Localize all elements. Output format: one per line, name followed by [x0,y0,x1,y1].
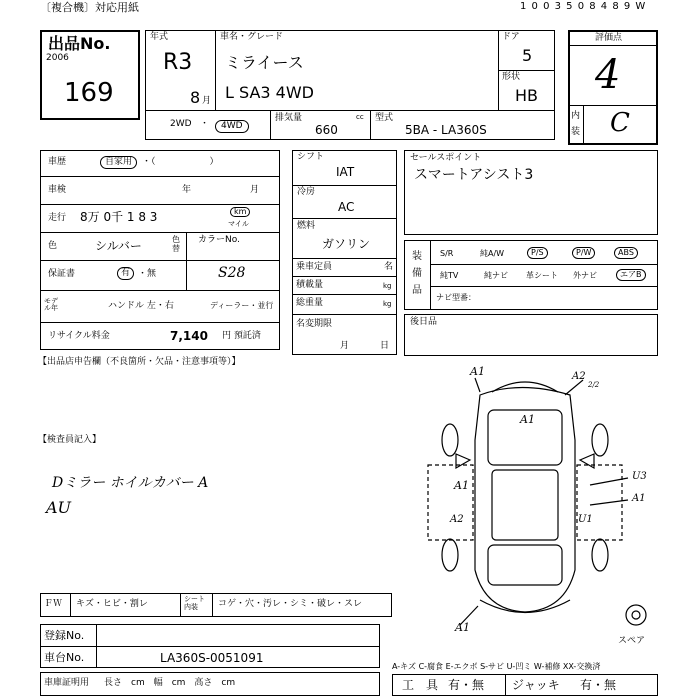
shift-label: シフト [297,152,325,162]
seat-label: シート内装 [184,595,205,611]
rename-day: 日 [380,341,390,351]
recycle-unit: 円 預託済 [222,331,261,341]
sales-point-label: セールスポイント [410,153,482,163]
damage-u1: U1 [578,514,593,525]
garage-dims: 長さ cm 幅 cm 高さ cm [104,678,236,688]
damage-a1-top: A1 [470,365,485,378]
shift-value: IAT [336,165,355,179]
vehicle-name: ミライース [225,53,304,72]
navi-model-label: ナビ型番： [436,293,476,302]
color-value: シルバー [95,239,142,253]
barcode-number: 1 0 0 3 5 0 8 4 8 9 W [520,1,647,12]
shape-value: HB [515,86,539,105]
jack-value: 有・無 [580,678,617,692]
mileage-unit-km: km [230,207,250,217]
seller-notes-label: 【出品店申告欄（不良箇所・欠品・注意事項等）】 [38,357,241,367]
rating-score: 4 [595,52,621,98]
equip-tv: 純TV [440,271,459,280]
jack-label: ジャッキ [512,678,560,692]
damage-a2-top: A2 [572,371,586,382]
displacement-label: 排気量 [275,113,303,123]
aircon-value: AC [338,200,355,214]
door-value: 5 [522,46,533,65]
month-value: 8 [190,88,201,107]
weight-unit: kg [383,300,392,308]
drive-4wd: 4WD [215,120,249,133]
history-label: 車歴 [48,157,67,167]
aircon-label: 冷房 [297,187,316,197]
equip-airbag: エアB [616,269,646,281]
equip-ext-navi: 外ナビ [573,271,597,280]
equip-navi: 純ナビ [484,271,508,280]
rename-label: 名変期限 [296,319,333,329]
capacity-label: 乗車定員 [296,262,333,272]
interior-grade: C [610,108,630,138]
recycle-label: リサイクル料金 [48,331,110,341]
registration-label: 登録No. [44,629,85,642]
interior-label-1: 内 [571,111,581,121]
inspection-month: 月 [250,185,260,195]
seat-items: コゲ・穴・汚レ・シミ・破レ・スレ [218,599,363,609]
damage-a1-roof: A1 [520,413,535,426]
equipment-label-1: 装 [412,251,422,262]
equip-abs: ABS [614,247,638,259]
handle-label: ハンドル 左・右 [108,301,174,311]
name-label: 車名・グレード [220,32,284,42]
mileage-unit-mile: マイル [228,220,249,228]
model-label: 型式 [375,113,394,123]
load-label: 積載量 [296,280,324,290]
chassis-value: LA360S-0051091 [160,651,264,665]
model-value: 5BA - LA360S [405,123,487,137]
inspection-label: 車検 [48,185,67,195]
drive-2wd: 2WD [170,119,192,129]
garage-cert-label: 車庫証明用 [44,678,90,688]
equipment-label-2: 備 [412,268,422,279]
equip-ps: P/S [527,247,548,259]
interior-label-2: 装 [571,127,581,137]
rename-month: 月 [340,341,350,351]
mileage-label: 走行 [48,213,67,223]
color-code-label: カラーNo. [198,235,240,245]
rating-label: 評価点 [595,33,623,43]
displacement-value: 660 [315,123,338,137]
recycle-value: 7,140 [170,329,208,343]
year-value: R3 [163,50,193,75]
history-rest: ・（ ） [142,157,219,167]
equip-sr: S/R [440,249,454,258]
mileage-value: 8万 0千 1 8 3 [80,210,158,224]
equip-aw: 純A/W [480,249,505,258]
equip-leather: 革シート [526,271,558,280]
warranty-yes: 有 [117,267,134,280]
after-fit-label: 後日品 [410,317,438,327]
lot-number: 169 [64,78,114,108]
tools-value: 有・無 [448,678,485,692]
cc-unit: cc [356,113,364,121]
equipment-label-3: 品 [412,285,422,296]
damage-a1-left: A1 [454,479,469,492]
vehicle-grade: L SA3 4WD [225,83,314,102]
form-label: 〔複合機〕対応用紙 [40,1,139,14]
color-label: 色 [48,241,58,251]
inspection-year: 年 [182,185,192,195]
fuel-value: ガソリン [322,237,371,251]
door-label: ドア [502,32,520,42]
shape-label: 形状 [502,72,521,82]
lot-year-tag: 2006 [46,53,69,63]
weight-label: 総重量 [296,298,324,308]
inspector-label: 【検査員記入】 [38,435,102,445]
damage-a2-small: 2/2 [588,381,600,389]
damage-a1-bottom: A1 [455,621,470,634]
fw-items: キズ・ヒビ・割レ [76,599,148,609]
load-unit: kg [383,282,392,290]
year-label: 年式 [150,32,169,42]
fuel-label: 燃料 [297,221,316,231]
capacity-unit: 名 [384,262,394,272]
damage-a1-right: A1 [632,493,646,504]
damage-u3: U3 [632,471,647,482]
warranty-label: 保証書 [48,269,76,279]
inspector-note-1: Dミラー ホイルカバー A [52,475,209,491]
equip-pw: P/W [572,247,595,259]
damage-a2-left: A2 [450,514,464,525]
chassis-label: 車台No. [44,651,85,664]
color-repaint: 色替 [172,235,180,253]
damage-legend: A-キズ C-腐食 E-エクボ S-サビ U-凹ミ W-補修 XX-交換済 [392,662,601,671]
model-year-label: モデル年 [44,297,58,313]
month-unit: 月 [202,96,212,106]
tools-label: 工 具 [402,678,439,692]
lot-label: 出品No. [48,34,111,53]
fw-label: ＦＷ [44,599,63,609]
sales-point-value: スマートアシスト3 [414,167,534,183]
color-code: S28 [218,265,246,281]
warranty-no: ・無 [138,269,157,279]
history-value: 自家用 [100,156,137,169]
spare-label: スペア [618,636,646,646]
dealer-label: ディーラー・並行 [210,301,274,310]
inspector-note-2: AU [46,498,72,517]
